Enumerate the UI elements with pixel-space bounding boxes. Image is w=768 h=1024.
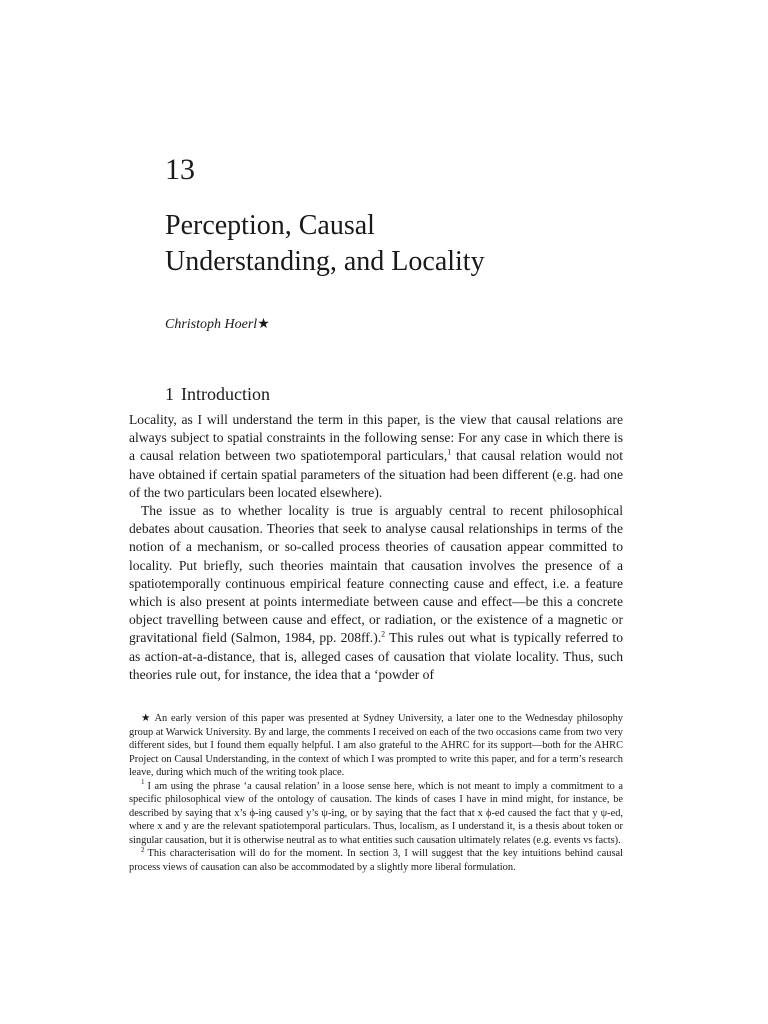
footnote-1-mark: 1 [141, 778, 145, 787]
chapter-title [165, 208, 485, 280]
chapter-title-line-1: Perception, Causal [165, 210, 375, 241]
footnotes [129, 712, 623, 874]
section-heading [165, 383, 270, 405]
footnote-star-text: An early version of this paper was presented at Sydney University, a later one to the Wednesday philosophy group at Warwick University. By and large, the comments I received on each of the two occasions came from two very different sides, but I found them equally helpful. I am also grateful to the AHRC for its support—both for the AHRC Project on Causal Understanding, in the context of which I was prompted to write this paper, and for a term’s research leave, during which much of the writing took place. [129, 713, 623, 778]
paragraph-2-text-b: This rules out what is typically referred to as action-at-a-distance, that is, alleged cases of causation that violate locality. Thus, such theories rule out, for instance, the idea that a ‘powder of [129, 630, 623, 682]
body-text [129, 411, 623, 684]
footnote-star [129, 712, 623, 780]
section-title: Introduction [181, 384, 270, 404]
section-number: 1 [165, 384, 174, 404]
footnote-1-text: I am using the phrase ‘a causal relation’ in a loose sense here, which is not meant to imply a commitment to a specific philosophical view of the ontology of causation. The kinds of cases I have in mind might, for instance, be described by saying that x’s ϕ-ing caused y’s ψ-ing, or by saying that the fact that x ϕ-ed caused the fact that y ψ-ed, where x and y are the relevant spatiotemporal particulars. Thus, localism, as I understand it, is a thesis about token or singular causation, but it is otherwise neutral as to what entities such causation ultimately relates (e.g. events vs facts). [129, 780, 623, 846]
footnote-2-mark: 2 [141, 845, 145, 854]
chapter-title-line-2: Understanding, and Locality [165, 246, 485, 277]
author-name-text: Christoph Hoerl [165, 317, 258, 332]
footnote-2-text: This characterisation will do for the moment. In section 3, I will suggest that the key intuitions behind causal process views of causation can also be accommodated by a slightly more liberal formulation. [129, 848, 623, 873]
footnote-1 [129, 780, 623, 848]
paragraph-1-text-a: Locality, as I will understand the term in this paper, is the view that causal relations are always subject to spatial constraints in the following sense: For any case in which there is a causal relation between two spatiotemporal particulars, [129, 412, 623, 464]
author-name [165, 316, 270, 334]
footnote-ref-1: 1 [447, 447, 452, 457]
paragraph-2 [129, 502, 623, 684]
paragraph-2-text-a: The issue as to whether locality is true is arguably central to recent philosophical debates about causation. Theories that seek to analyse causal relationships in terms of the notion of a mechanism, or so-called process theories of causation appear committed to locality. Put briefly, such theories maintain that causation involves the presence of a spatiotemporally continuous empirical feature connecting cause and effect, i.e. a feature which is also present at points intermediate between cause and effect—be this a concrete object travelling between cause and effect, or radiation, or the existence of a magnetic or gravitational field (Salmon, 1984, pp. 208ff.). [129, 503, 623, 646]
paragraph-1 [129, 411, 623, 502]
chapter-number: 13 [165, 153, 195, 186]
footnote-ref-2: 2 [381, 629, 386, 639]
footnote-2 [129, 847, 623, 874]
author-footnote-star: ★ [257, 317, 270, 332]
footnote-star-mark: ★ [141, 713, 152, 724]
paragraph-1-text-b: that causal relation would not have obtained if certain spatial parameters of the situation had been different (e.g. had one of the two particulars been located elsewhere). [129, 448, 623, 500]
